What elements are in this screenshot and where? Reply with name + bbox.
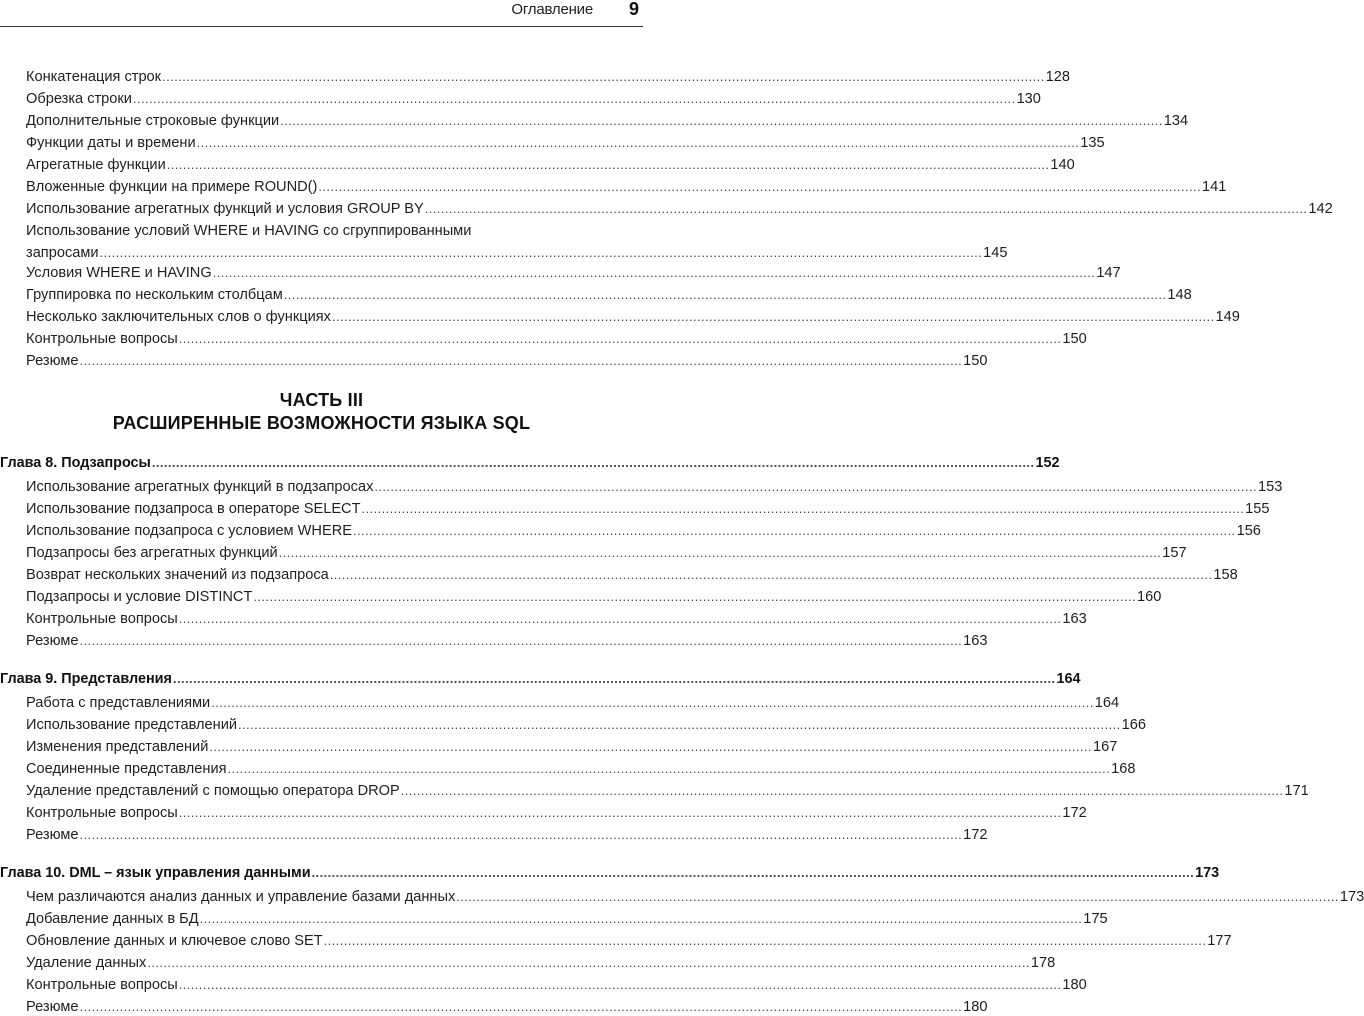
toc-entry[interactable] — [26, 220, 1008, 264]
toc-entry-title: Функции даты и времени — [26, 135, 196, 151]
dot-leader: ............................................................................................................................................................................................................................ — [79, 827, 963, 842]
toc-entry-title: Дополнительные строковые функции — [26, 113, 280, 129]
toc-entry-page: 135 — [1080, 135, 1105, 151]
toc-entry[interactable] — [26, 822, 988, 844]
dot-leader: ............................................................................................................................................................................................................................ — [318, 179, 1201, 194]
toc-entry-title: Использование подзапроса с условием WHERE — [26, 523, 352, 539]
toc-entry[interactable] — [26, 174, 1227, 196]
toc-entry[interactable] — [26, 950, 1056, 972]
toc-entry-title: Использование агрегатных функций и условия GROUP BY — [26, 201, 424, 217]
toc-entry-title: Чем различаются анализ данных и управление базами данных — [26, 889, 456, 905]
toc-entry-title: Агрегатные функции — [26, 157, 166, 173]
toc-entry-page: 149 — [1215, 309, 1240, 325]
toc-entry-page: 173 — [1339, 889, 1364, 905]
toc-entry[interactable] — [26, 800, 1087, 822]
toc-entry[interactable] — [26, 86, 1041, 108]
dot-leader: ............................................................................................................................................................................................................................ — [280, 113, 1163, 128]
toc-entry[interactable] — [26, 518, 1261, 540]
chapter-heading[interactable] — [0, 450, 1060, 472]
toc-entry-title: Удаление данных — [26, 955, 147, 971]
toc-entry[interactable] — [26, 130, 1105, 152]
dot-leader: ............................................................................................................................................................................................................................ — [151, 455, 1035, 470]
toc-entry-page: 150 — [963, 353, 988, 369]
toc-entry-page: 153 — [1257, 479, 1283, 495]
toc-entry-title: Использование представлений — [26, 717, 238, 733]
page-header — [0, 0, 643, 24]
toc-entry[interactable] — [26, 756, 1136, 778]
dot-leader: ............................................................................................................................................................................................................................ — [331, 309, 1215, 324]
toc-entry-page: 130 — [1016, 91, 1041, 107]
dot-leader: ............................................................................................................................................................................................................................ — [227, 761, 1111, 776]
dot-leader: ............................................................................................................................................................................................................................ — [352, 523, 1236, 538]
toc-entry-title: Работа с представлениями — [26, 695, 211, 711]
toc-entry[interactable] — [26, 628, 988, 650]
toc-entry[interactable] — [26, 496, 1270, 518]
dot-leader: ............................................................................................................................................................................................................................ — [374, 479, 1257, 494]
dot-leader: ............................................................................................................................................................................................................................ — [178, 331, 1062, 346]
toc-entry[interactable] — [26, 884, 1364, 906]
toc-entry[interactable] — [26, 108, 1189, 130]
toc-entry-page: 147 — [1096, 265, 1121, 281]
toc-entry[interactable] — [26, 562, 1238, 584]
toc-entry-title: Несколько заключительных слов о функциях — [26, 309, 331, 325]
toc-entry-page: 172 — [963, 827, 988, 843]
toc-entry[interactable] — [26, 64, 1071, 86]
dot-leader: ............................................................................................................................................................................................................................ — [212, 265, 1096, 280]
dot-leader: ............................................................................................................................................................................................................................ — [209, 739, 1092, 754]
toc-entry[interactable] — [26, 972, 1087, 994]
toc-entry-page: 142 — [1308, 201, 1333, 217]
toc-entry-page: 156 — [1236, 523, 1261, 539]
chapter-title: Глава 9. Представления — [0, 671, 172, 687]
toc-entry-page: 168 — [1111, 761, 1136, 777]
toc-entry-title: Контрольные вопросы — [26, 977, 178, 993]
toc-entry-title: Возврат нескольких значений из подзапроса — [26, 567, 329, 583]
dot-leader: ............................................................................................................................................................................................................................ — [79, 633, 963, 648]
toc-entry-title: Использование подзапроса в операторе SELECT — [26, 501, 361, 517]
toc-entry-page: 175 — [1083, 911, 1108, 927]
toc-entry-title: Условия WHERE и HAVING — [26, 265, 212, 281]
toc-entry-title: Подзапросы и условие DISTINCT — [26, 589, 253, 605]
part-heading: ЧАСТЬ III — [279, 390, 364, 410]
chapter-page: 152 — [1035, 455, 1060, 471]
toc-entry-title: Обрезка строки — [26, 91, 132, 107]
dot-leader: ............................................................................................................................................................................................................................ — [424, 201, 1308, 216]
toc-entry[interactable] — [26, 282, 1192, 304]
chapter-page: 173 — [1195, 865, 1220, 881]
running-title: Оглавление — [511, 1, 593, 18]
toc-entry-title: Резюме — [26, 353, 79, 369]
toc-entry[interactable] — [26, 304, 1240, 326]
toc-entry[interactable] — [26, 474, 1283, 496]
toc-entry-page: 140 — [1050, 157, 1075, 173]
dot-leader: ............................................................................................................................................................................................................................ — [79, 353, 963, 368]
toc-entry-page: 150 — [1062, 331, 1087, 347]
toc-entry[interactable] — [26, 152, 1075, 174]
dot-leader: ............................................................................................................................................................................................................................ — [400, 783, 1284, 798]
toc-entry-page: 163 — [1062, 611, 1087, 627]
dot-leader: ............................................................................................................................................................................................................................ — [199, 911, 1083, 926]
toc-entry-title: Резюме — [26, 999, 79, 1015]
toc-entry[interactable] — [26, 584, 1162, 606]
toc-entry-page: 145 — [983, 245, 1008, 261]
dot-leader: ............................................................................................................................................................................................................................ — [323, 933, 1207, 948]
toc-entry-page: 166 — [1121, 717, 1146, 733]
toc-entry[interactable] — [26, 196, 1333, 218]
toc-entry[interactable] — [26, 906, 1108, 928]
dot-leader: ............................................................................................................................................................................................................................ — [211, 695, 1094, 710]
toc-entry-title: Обновление данных и ключевое слово SET — [26, 933, 323, 949]
toc-entry-title: Контрольные вопросы — [26, 331, 178, 347]
dot-leader: ............................................................................................................................................................................................................................ — [172, 671, 1056, 686]
dot-leader: ............................................................................................................................................................................................................................ — [456, 889, 1339, 904]
toc-entry-title: Изменения представлений — [26, 739, 209, 755]
toc-entry-page: 180 — [963, 999, 988, 1015]
toc-entry-page: 167 — [1092, 739, 1118, 755]
toc-entry-title: Контрольные вопросы — [26, 611, 178, 627]
dot-leader: ............................................................................................................................................................................................................................ — [132, 91, 1016, 106]
toc-entry-title: Резюме — [26, 633, 79, 649]
toc-entry-title: Удаление представлений с помощью оператора DROP — [26, 783, 400, 799]
toc-entry-page: 172 — [1062, 805, 1087, 821]
toc-entry-page: 178 — [1030, 955, 1056, 971]
toc-entry-page: 180 — [1062, 977, 1087, 993]
dot-leader: ............................................................................................................................................................................................................................ — [311, 865, 1195, 880]
toc-entry-page: 171 — [1284, 783, 1309, 799]
toc-entry-page: 157 — [1162, 545, 1187, 561]
toc-entry[interactable] — [26, 778, 1309, 800]
toc-entry[interactable] — [26, 326, 1087, 348]
toc-entry-page: 155 — [1245, 501, 1270, 517]
dot-leader: ............................................................................................................................................................................................................................ — [253, 589, 1136, 604]
toc-entry[interactable] — [26, 348, 988, 370]
dot-leader: ............................................................................................................................................................................................................................ — [178, 977, 1062, 992]
chapter-heading[interactable] — [0, 860, 1220, 882]
dot-leader: ............................................................................................................................................................................................................................ — [196, 135, 1080, 150]
dot-leader: ............................................................................................................................................................................................................................ — [147, 955, 1030, 970]
toc-entry-page: 141 — [1202, 179, 1227, 195]
chapter-heading[interactable] — [0, 666, 1081, 688]
chapter-title: Глава 8. Подзапросы — [0, 455, 151, 471]
dot-leader: ............................................................................................................................................................................................................................ — [238, 717, 1121, 732]
dot-leader: ............................................................................................................................................................................................................................ — [162, 69, 1045, 84]
toc-entry-page: 128 — [1045, 69, 1071, 85]
toc-entry-title: Соединенные представления — [26, 761, 227, 777]
toc-entry-title: Группировка по нескольким столбцам — [26, 287, 283, 303]
toc-entry[interactable] — [26, 260, 1121, 282]
dot-leader: ............................................................................................................................................................................................................................ — [283, 287, 1167, 302]
toc-entry-page: 163 — [963, 633, 988, 649]
toc-entry[interactable] — [26, 540, 1187, 562]
toc-entry-title: Использование агрегатных функций в подзапросах — [26, 479, 374, 495]
toc-entry-page: 134 — [1163, 113, 1189, 129]
toc-entry-title: Использование условий WHERE и HAVING со сгруппированными — [26, 223, 472, 239]
toc-entry[interactable] — [26, 712, 1146, 734]
toc-entry[interactable] — [26, 928, 1232, 950]
dot-leader: ............................................................................................................................................................................................................................ — [329, 567, 1213, 582]
dot-leader: ............................................................................................................................................................................................................................ — [166, 157, 1050, 172]
toc-entry[interactable] — [26, 606, 1087, 628]
toc-entry[interactable] — [26, 690, 1120, 712]
toc-entry-page: 164 — [1094, 695, 1120, 711]
dot-leader: ............................................................................................................................................................................................................................ — [361, 501, 1245, 516]
dot-leader: ............................................................................................................................................................................................................................ — [178, 611, 1062, 626]
toc-entry-title: Подзапросы без агрегатных функций — [26, 545, 278, 561]
dot-leader: ............................................................................................................................................................................................................................ — [178, 805, 1062, 820]
part-title: РАСШИРЕННЫЕ ВОЗМОЖНОСТИ ЯЗЫКА SQL — [112, 413, 531, 433]
toc-entry-title: Конкатенация строк — [26, 69, 162, 85]
dot-leader: ............................................................................................................................................................................................................................ — [79, 999, 963, 1014]
header-divider — [0, 26, 643, 27]
toc-entry-page: 177 — [1207, 933, 1232, 949]
toc-entry-title-continued: запросами — [26, 245, 99, 261]
toc-entry-title: Резюме — [26, 827, 79, 843]
chapter-page: 164 — [1056, 671, 1081, 687]
page-number: 9 — [628, 0, 639, 19]
dot-leader: ............................................................................................................................................................................................................................ — [278, 545, 1162, 560]
toc-entry-page: 148 — [1167, 287, 1192, 303]
toc-entry-title: Добавление данных в БД — [26, 911, 199, 927]
toc-entry-title: Вложенные функции на примере ROUND() — [26, 179, 318, 195]
chapter-title: Глава 10. DML – язык управления данными — [0, 865, 311, 881]
dot-leader: ............................................................................................................................................................................................................................ — [99, 245, 983, 260]
toc-entry-page: 158 — [1213, 567, 1238, 583]
toc-entry-page: 160 — [1137, 589, 1162, 605]
toc-entry[interactable] — [26, 994, 988, 1016]
toc-entry-title: Контрольные вопросы — [26, 805, 178, 821]
toc-entry[interactable] — [26, 734, 1118, 756]
